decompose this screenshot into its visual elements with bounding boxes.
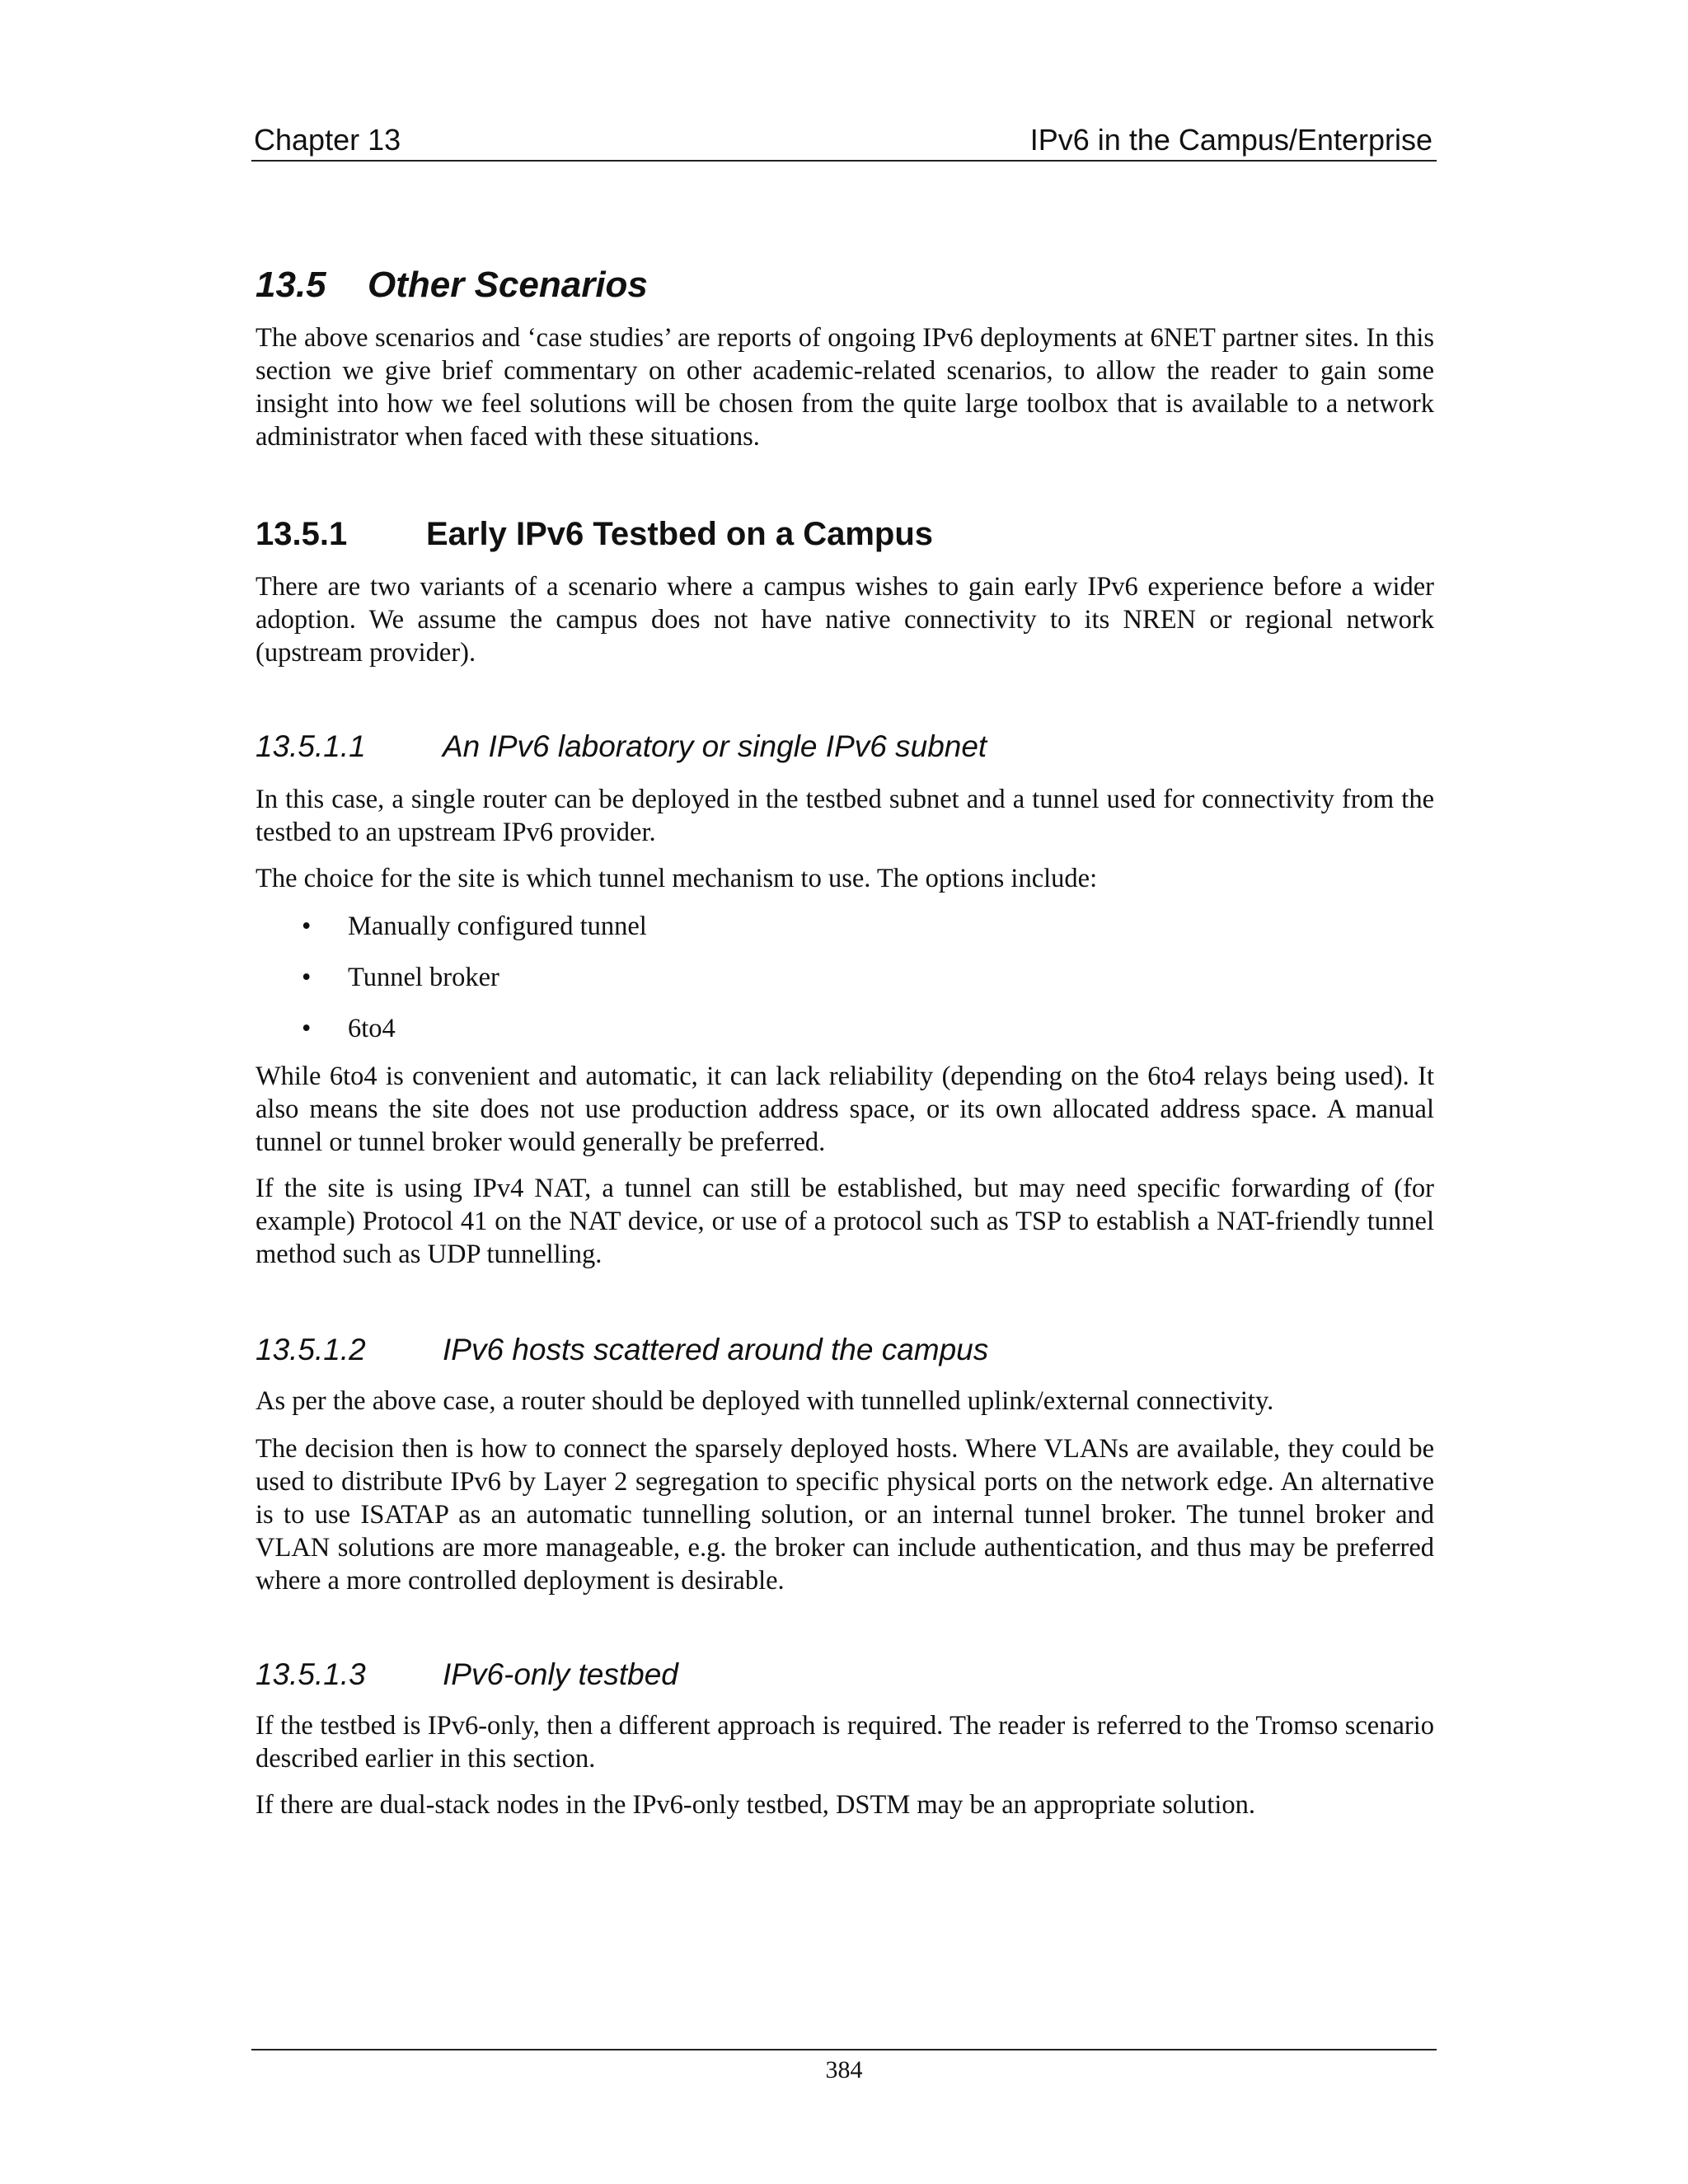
section-number: 13.5 [256, 265, 326, 305]
subsection-title: Early IPv6 Testbed on a Campus [426, 516, 934, 552]
sub1-paragraph-3: While 6to4 is convenient and automatic, it can lack reliability (depending on the 6to4 relays being used). It also means the site does not use production address space, or its own allocated address space. A manual tunnel or tunnel broker would generally be preferred. [256, 1062, 1434, 1157]
bullet-icon: • [302, 912, 312, 941]
header-chapter: Chapter 13 [254, 123, 401, 157]
section-heading [256, 262, 648, 308]
subsubsection-number-3: 13.5.1.3 [256, 1657, 366, 1691]
subsubsection-title-3: IPv6-only testbed [443, 1657, 678, 1691]
footer-divider [251, 2049, 1437, 2050]
sub2-paragraph-1: As per the above case, a router should be deployed with tunnelled uplink/external connectivity. [256, 1386, 1274, 1416]
subsection-intro-paragraph: There are two variants of a scenario where a campus wishes to gain early IPv6 experience before a wider adoption. We assume the campus does not have native connectivity to its NREN or regional network (upstream provider). [256, 572, 1434, 668]
sub3-paragraph-2: If there are dual-stack nodes in the IPv6-only testbed, DSTM may be an appropriate solution. [256, 1790, 1256, 1820]
section-intro-paragraph: The above scenarios and ‘case studies’ are reports of ongoing IPv6 deployments at 6NET partner sites. In this section we give brief commentary on other academic-related scenarios, to allow the reader to gain some insight into how we feel solutions will be chosen from the quite large toolbox that is available to a network administrator when faced with these situations. [256, 323, 1434, 452]
list-item-text: Tunnel broker [348, 963, 499, 992]
running-header [251, 120, 1437, 162]
subsection-number: 13.5.1 [256, 516, 348, 552]
page-number: 384 [825, 2056, 863, 2083]
bullet-icon: • [302, 1014, 312, 1043]
list-item [256, 910, 1080, 961]
subsection-heading [256, 513, 933, 555]
subsubsection-heading-2 [256, 1330, 988, 1370]
list-item-text: 6to4 [348, 1014, 396, 1043]
sub1-paragraph-4: If the site is using IPv4 NAT, a tunnel can still be established, but may need specific forwarding of (for example) Protocol 41 on the NAT device, or use of a protocol such as TSP to establish a NAT-friendly tunnel method such as UDP tunnelling. [256, 1174, 1434, 1269]
subsubsection-number-1: 13.5.1.1 [256, 729, 366, 763]
list-item [256, 961, 1080, 1012]
sub1-paragraph-1: In this case, a single router can be deployed in the testbed subnet and a tunnel used for connectivity from the testbed to an upstream IPv6 provider. [256, 785, 1434, 847]
sub1-paragraph-2: The choice for the site is which tunnel mechanism to use. The options include: [256, 864, 1098, 893]
tunnel-options-list [256, 910, 1080, 1063]
subsubsection-heading-1 [256, 727, 987, 766]
sub2-paragraph-2: The decision then is how to connect the sparsely deployed hosts. Where VLANs are available, they could be used to distribute IPv6 by Layer 2 segregation to specific physical ports on the network edge. An alternative is to use ISATAP as an automatic tunnelling solution, or an internal tunnel broker. The tunnel broker and VLAN solutions are more manageable, e.g. the broker can include authentication, and thus may be preferred where a more controlled deployment is desirable. [256, 1434, 1434, 1596]
subsubsection-number-2: 13.5.1.2 [256, 1333, 366, 1366]
subsubsection-title-1: An IPv6 laboratory or single IPv6 subnet [443, 729, 987, 763]
sub3-paragraph-1: If the testbed is IPv6-only, then a different approach is required. The reader is referred to the Tromso scenario described earlier in this section. [256, 1711, 1434, 1774]
subsubsection-heading-3 [256, 1655, 678, 1694]
subsubsection-title-2: IPv6 hosts scattered around the campus [443, 1333, 989, 1366]
section-title: Other Scenarios [368, 265, 648, 305]
header-title: IPv6 in the Campus/Enterprise [1029, 123, 1432, 157]
list-item [256, 1012, 1080, 1063]
list-item-text: Manually configured tunnel [348, 912, 647, 941]
bullet-icon: • [302, 963, 312, 992]
